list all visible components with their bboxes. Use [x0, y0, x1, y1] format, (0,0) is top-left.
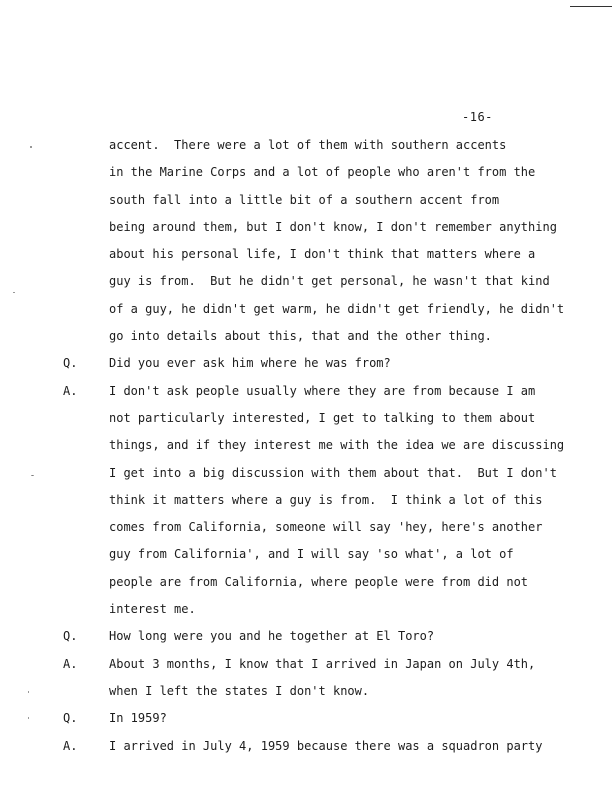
transcript-line [0, 301, 612, 328]
transcript-line-text: about his personal life, I don't think that matters where a [109, 247, 536, 262]
transcript-line-text: people are from California, where people were from did not [109, 574, 529, 589]
transcript-line [0, 192, 612, 219]
answer-marker: A. [63, 383, 78, 398]
transcript-line [0, 137, 612, 164]
transcript-line [0, 683, 612, 710]
scan-artifact-line [570, 6, 612, 7]
transcript-line-text: I don't ask people usually where they are from because I am [109, 383, 536, 398]
transcript-line-text: of a guy, he didn't get warm, he didn't get friendly, he didn't [109, 301, 565, 316]
transcript-line-text: accent. There were a lot of them with southern accents [109, 138, 507, 152]
transcript-line [0, 492, 612, 519]
transcript-line-text: comes from California, someone will say 'hey, here's another [109, 520, 543, 535]
transcript-line-text: south fall into a little bit of a southern accent from [109, 192, 500, 207]
transcript-line-text: being around them, but I don't know, I don't remember anything [109, 219, 557, 234]
transcript-line-text: when I left the states I don't know. [109, 683, 370, 698]
question-marker: Q. [63, 711, 78, 726]
transcript-line-text: In 1959? [109, 711, 167, 726]
transcript-line-text: How long were you and he together at El Toro? [109, 629, 435, 644]
transcript-line [0, 465, 612, 492]
transcript-line [0, 246, 612, 273]
answer-marker: A. [63, 656, 78, 671]
transcript-line-text: go into details about this, that and the other thing. [109, 329, 492, 344]
transcript-line-text: guy is from. But he didn't get personal, he wasn't that kind [109, 274, 550, 289]
transcript-line [0, 710, 612, 737]
transcript-line [0, 546, 612, 573]
transcript-line [0, 574, 612, 601]
transcript-line [0, 410, 612, 437]
transcript-line [0, 383, 612, 410]
transcript-line [0, 437, 612, 464]
transcript-line-text: think it matters where a guy is from. I think a lot of this [109, 492, 543, 507]
page-number: -16- [462, 110, 493, 124]
transcript-line [0, 355, 612, 382]
question-marker: Q. [63, 629, 78, 644]
transcript-line-text: interest me. [109, 602, 196, 617]
transcript-line-text: I arrived in July 4, 1959 because there was a squadron party [109, 738, 543, 753]
transcript-line-text: I get into a big discussion with them about that. But I don't [109, 465, 557, 480]
transcript-line-text: Did you ever ask him where he was from? [109, 356, 391, 371]
transcript-line-text: in the Marine Corps and a lot of people who aren't from the [109, 165, 536, 180]
transcript-line [0, 219, 612, 246]
transcript-line-text: things, and if they interest me with the idea we are discussing [109, 438, 565, 453]
transcript-line [0, 656, 612, 683]
transcript-line [0, 738, 612, 765]
answer-marker: A. [63, 738, 78, 753]
transcript-line [0, 273, 612, 300]
transcript-line-text: About 3 months, I know that I arrived in Japan on July 4th, [109, 656, 536, 671]
transcript-line [0, 601, 612, 628]
question-marker: Q. [63, 356, 78, 371]
transcript-line [0, 628, 612, 655]
transcript-line [0, 164, 612, 191]
transcript-line-text: guy from California', and I will say 'so what', a lot of [109, 547, 514, 562]
transcript-line [0, 328, 612, 355]
transcript-line-text: not particularly interested, I get to talking to them about [109, 410, 536, 425]
transcript-line [0, 519, 612, 546]
transcript-body [0, 137, 612, 765]
